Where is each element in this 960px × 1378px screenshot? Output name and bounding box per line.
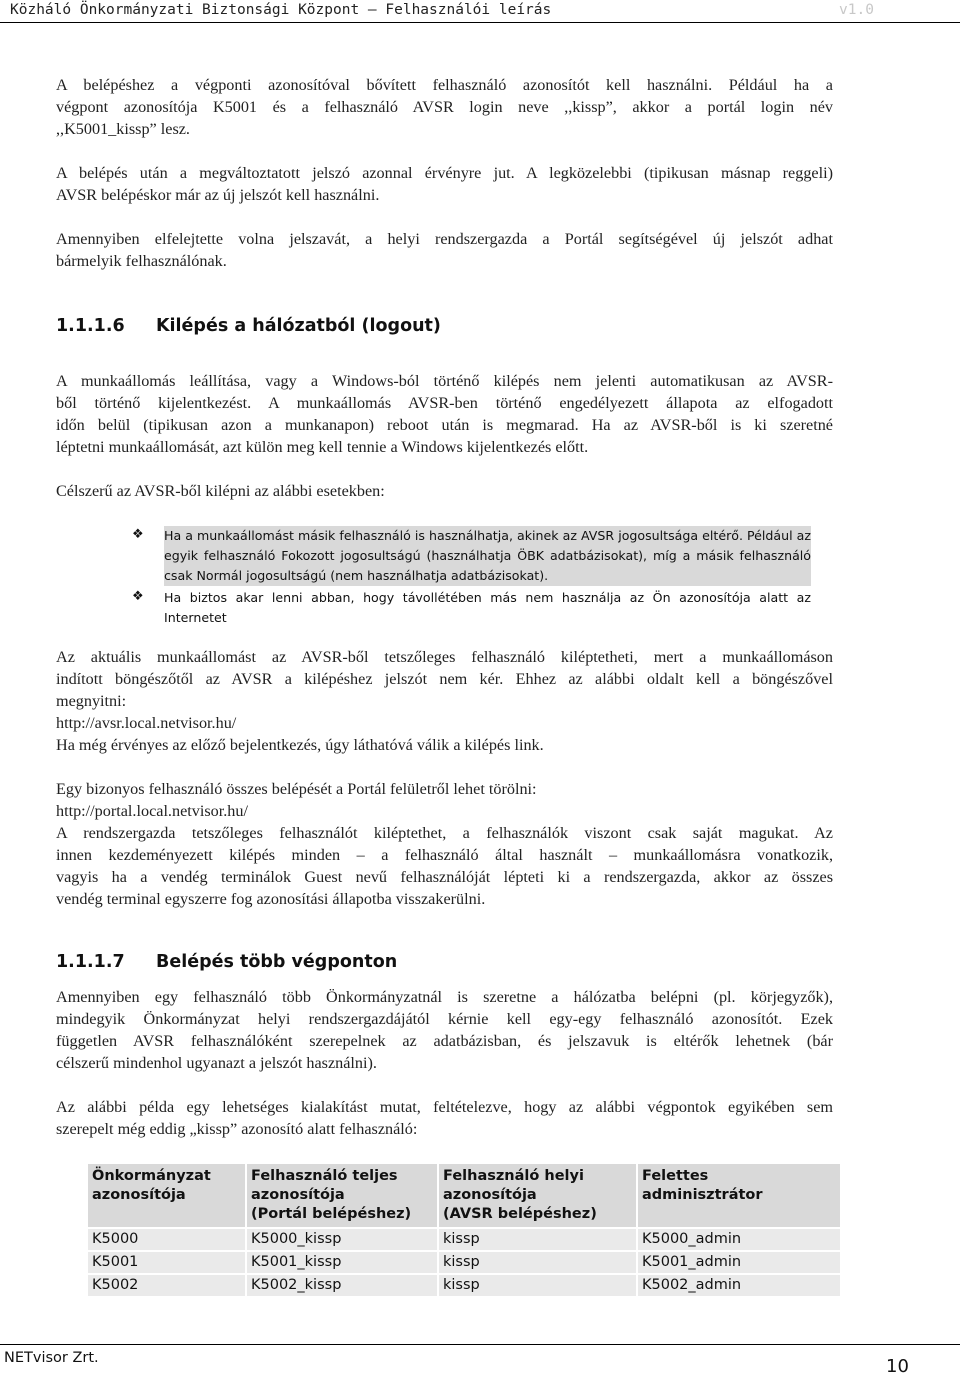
- text-line: AVSR belépéskor már az új jelszót kell használni.: [56, 186, 380, 204]
- column-header-line: azonosítója: [251, 1187, 345, 1203]
- table-cell: K5000_admin: [637, 1228, 841, 1251]
- text-line: szerepelt még eddig „kissp” azonosító alatt felhasználó:: [56, 1120, 418, 1138]
- logout-url-link[interactable]: http://avsr.local.netvisor.hu/: [56, 714, 237, 732]
- column-header-line: Felhasználó helyi: [443, 1168, 584, 1184]
- text-line: innen kezdeményezett kilépés minden – a felhasználó által használt – munkaállomásra vonatkozik,: [56, 846, 833, 864]
- heading-title: Belépés több végponton: [156, 952, 398, 972]
- text-line: Ha biztos akar lenni abban, hogy távollétében más nem használja az Ön azonosítója alatt az: [164, 590, 811, 605]
- text-line: célszerű mindenhol ugyanazt a jelszót használni).: [56, 1054, 377, 1072]
- column-header-line: Felhasználó teljes: [251, 1168, 398, 1184]
- text-line: A rendszergazda tetszőleges felhasználót kiléptethet, a felhasználók viszont csak saját magukat. Az: [56, 824, 833, 842]
- column-header-line: Önkormányzat: [92, 1168, 211, 1184]
- text-line: megnyitni:: [56, 692, 127, 710]
- text-line: Ha a munkaállomást másik felhasználó is használhatja, akinek az AVSR jogosultsága eltérő. Például az: [164, 528, 811, 543]
- text-line: Célszerű az AVSR-ből kilépni az alábbi esetekben:: [56, 482, 385, 500]
- heading-number: 1.1.1.6: [56, 316, 125, 336]
- header-version: v1.0: [839, 2, 874, 18]
- table-cell: K5000: [87, 1228, 246, 1251]
- text-line: csak Normál jogosultságú (nem használhatja adatbázisokat).: [164, 568, 549, 583]
- text-line: Az aktuális munkaállomást az AVSR-ből tetszőleges felhasználó kiléptetheti, mert a munkaállomáson: [56, 648, 833, 666]
- diamond-bullet-icon: ❖: [132, 527, 144, 542]
- column-header: [637, 1163, 841, 1228]
- table-row: [87, 1251, 841, 1274]
- text-line: végpont azonosítója K5001 és a felhasználó AVSR login neve ,,kissp”, akkor a portál login név: [56, 98, 833, 116]
- diamond-bullet-icon: ❖: [132, 589, 144, 604]
- table-cell: K5002_kissp: [246, 1274, 438, 1297]
- table-cell: K5000_kissp: [246, 1228, 438, 1251]
- text-line: Amennyiben elfelejtette volna jelszavát, a helyi rendszergazda a Portál segítségével új jelszót adhat: [56, 230, 833, 248]
- text-line: ből történő kijelentkezést. A munkaállomás AVSR-ben történő engedélyezett állapota az elfogadott: [56, 394, 833, 412]
- table-row: [87, 1274, 841, 1297]
- text-line: Egy bizonyos felhasználó összes belépését a Portál felületről lehet törölni:: [56, 780, 537, 798]
- table-cell: kissp: [438, 1274, 637, 1297]
- column-header-line: azonosítója: [443, 1187, 537, 1203]
- text-line: mindegyik Önkormányzat helyi rendszergazdájától kérnie kell egy-egy felhasználó azonosítót. Ezek: [56, 1010, 833, 1028]
- header-title: Közháló Önkormányzati Biztonsági Központ – Felhasználói leírás: [10, 2, 552, 18]
- table-cell: K5001_kissp: [246, 1251, 438, 1274]
- text-line: A munkaállomás leállítása, vagy a Windows-ból történő kilépés nem jelenti automatikusan az AVSR-: [56, 372, 833, 390]
- text-line: időn belül (tipikusan azon a munkanapon) reboot után is megmarad. Ha az AVSR-ből is ki szeretné: [56, 416, 833, 434]
- footer-rule: [0, 1344, 960, 1345]
- paragraph-logout-explanation: [56, 370, 833, 458]
- paragraph-forgotten-password: [56, 228, 833, 272]
- text-line: bármelyik felhasználónak.: [56, 252, 227, 270]
- column-header: [438, 1163, 637, 1228]
- section-heading-multi-endpoint: [56, 952, 397, 972]
- paragraph-portal-logout: [56, 778, 833, 910]
- text-line: A belépés után a megváltoztatott jelszó azonnal érvényre jut. A legközelebbi (tipikusan másnap reggeli): [56, 164, 833, 182]
- heading-title: Kilépés a hálózatból (logout): [156, 316, 441, 336]
- paragraph-logout-url: [56, 646, 833, 756]
- footer-company: NETvisor Zrt.: [4, 1350, 99, 1366]
- page-number: 10: [886, 1356, 909, 1377]
- table-header-row: [87, 1163, 841, 1228]
- text-line: Az alábbi példa egy lehetséges kialakítást mutat, feltételezve, hogy az alábbi végpontok egyikében sem: [56, 1098, 833, 1116]
- table-cell: kissp: [438, 1251, 637, 1274]
- paragraph-password-change: [56, 162, 833, 206]
- column-header-line: adminisztrátor: [642, 1187, 763, 1203]
- example-accounts-table: [86, 1162, 842, 1298]
- column-header: [87, 1163, 246, 1228]
- paragraph-example-intro: [56, 1096, 833, 1140]
- table-cell: K5001: [87, 1251, 246, 1274]
- paragraph-login-format: [56, 74, 833, 140]
- text-line: független AVSR felhasználóként szerepelnek az adatbázisban, és jelszavuk is eltérők lehetnek (bár: [56, 1032, 833, 1050]
- paragraph-logout-cases: [56, 480, 833, 502]
- column-header-line: Felettes: [642, 1168, 709, 1184]
- table-cell: kissp: [438, 1228, 637, 1251]
- text-line: Internetet: [164, 610, 227, 625]
- list-item: [56, 586, 833, 628]
- column-header: [246, 1163, 438, 1228]
- page-header: [0, 0, 960, 24]
- text-line: ,,K5001_kissp” lesz.: [56, 120, 190, 138]
- text-line: indított böngészőtől az AVSR a kilépéshez jelszót nem kér. Ehhez az alábbi oldalt kell a böngészővel: [56, 670, 833, 688]
- text-line: vagyis ha a vendég terminálok Guest nevű felhasználóját lépteti ki a rendszergazda, akkor az összes: [56, 868, 833, 886]
- column-header-line: azonosítója: [92, 1187, 186, 1203]
- table-cell: K5002_admin: [637, 1274, 841, 1297]
- text-line: egyik felhasználó Fokozott jogosultságú (használhatja ÖBK adatbázisokat), míg a másik felhasználó: [164, 548, 811, 563]
- header-rule: [0, 22, 960, 23]
- column-header-line: (AVSR belépéshez): [443, 1206, 597, 1222]
- text-line: A belépéshez a végponti azonosítóval bővített felhasználó azonosítót kell használni. Például ha a: [56, 76, 833, 94]
- list-item-text: [164, 526, 811, 586]
- text-line: Ha még érvényes az előző bejelentkezés, úgy láthatóvá válik a kilépés link.: [56, 736, 544, 754]
- heading-number: 1.1.1.7: [56, 952, 125, 972]
- paragraph-multi-endpoint: [56, 986, 833, 1074]
- list-item-text: [164, 588, 811, 628]
- portal-url-link[interactable]: http://portal.local.netvisor.hu/: [56, 802, 248, 820]
- section-heading-logout: [56, 316, 441, 336]
- text-line: vendég terminal egyszerre fog azonosítási állapotba visszakerülni.: [56, 890, 486, 908]
- text-line: léptetni munkaállomását, azt külön meg kell tennie a Windows kijelentkezés előtt.: [56, 438, 589, 456]
- column-header-line: (Portál belépéshez): [251, 1206, 412, 1222]
- list-item: [56, 524, 833, 586]
- text-line: Amennyiben egy felhasználó több Önkormányzatnál is szeretne a hálózatba belépni (pl. körjegyzők),: [56, 988, 833, 1006]
- table-cell: K5001_admin: [637, 1251, 841, 1274]
- table-cell: K5002: [87, 1274, 246, 1297]
- table-row: [87, 1228, 841, 1251]
